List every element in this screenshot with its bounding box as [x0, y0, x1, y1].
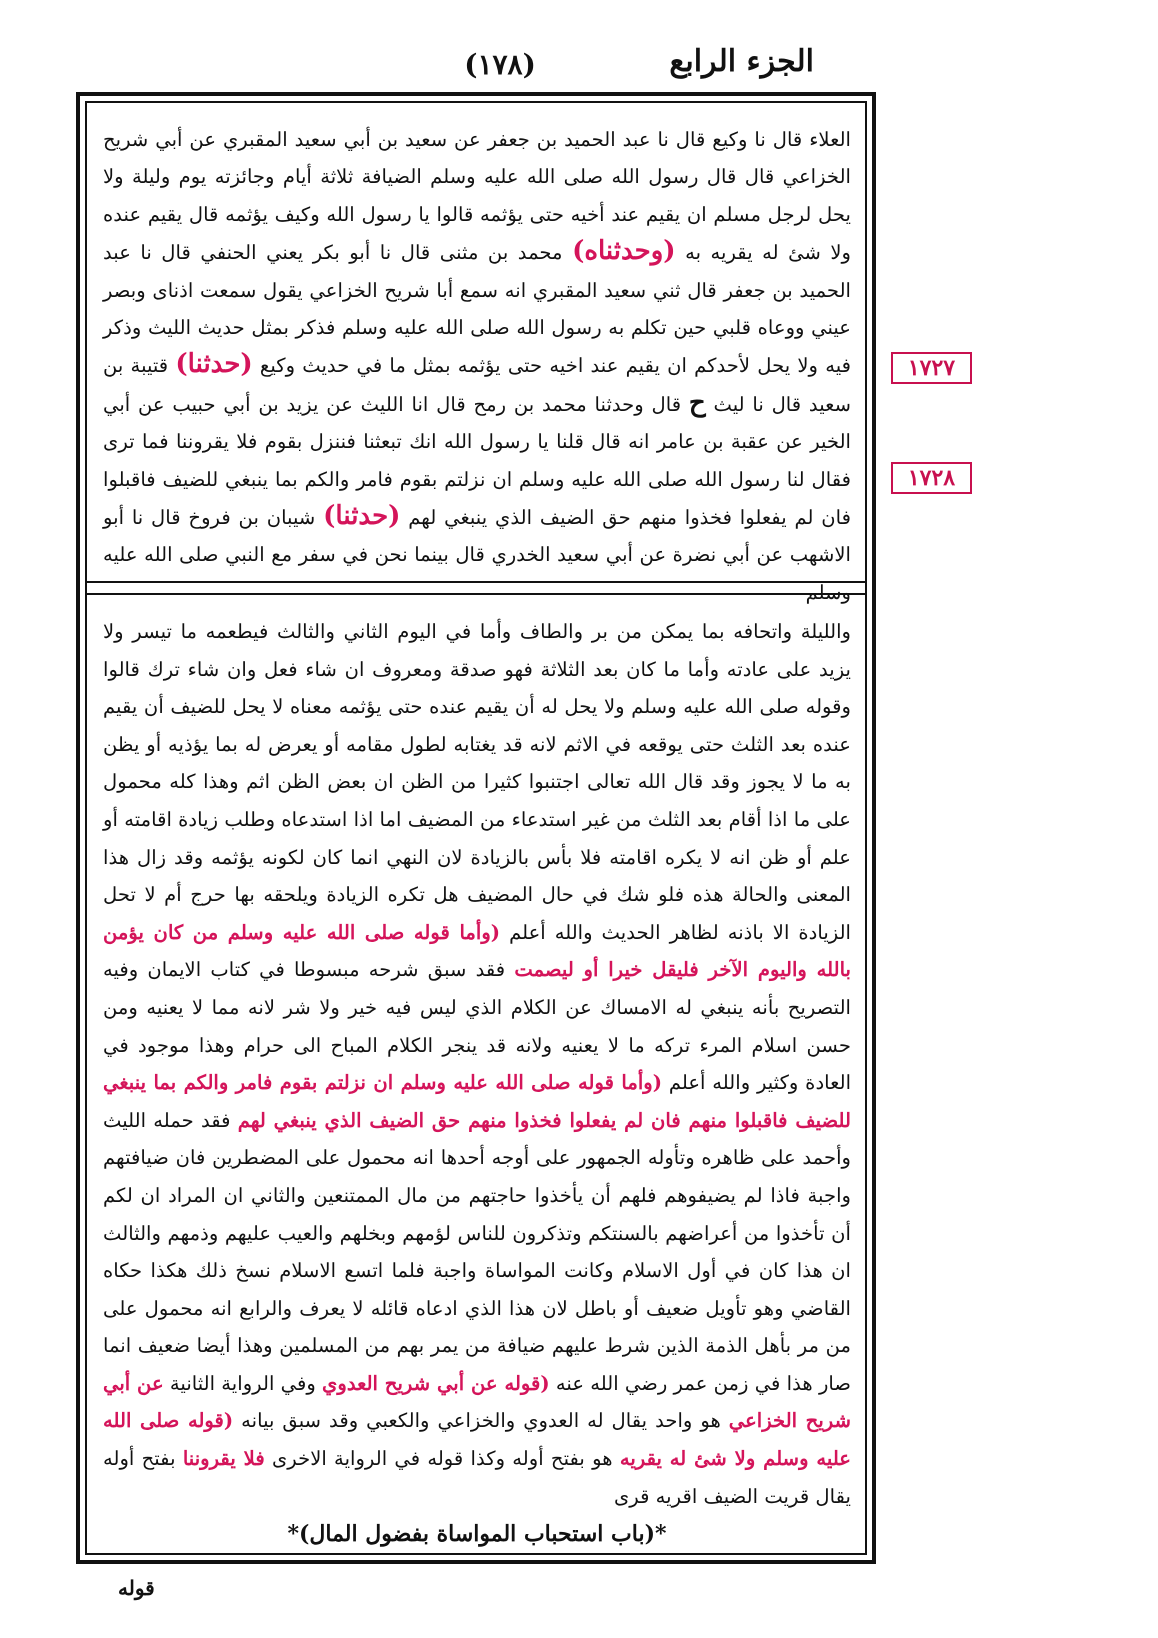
quoted-lemma: فلا يقروننا	[182, 1447, 265, 1471]
page-frame	[76, 92, 876, 1564]
page-number: (١٧٨)	[464, 48, 536, 81]
quoted-lemma: (وأما قوله صلى الله عليه وسلم ان نزلتم بقوم فامر والكم بما ينبغي للضيف فاقبلوا منهم فان لم يفعلوا فخذوا منهم حق الضيف الذي ينبغي لهم	[103, 1071, 851, 1132]
quoted-lemma: (وأما قوله صلى الله عليه وسلم من كان يؤمن بالله واليوم الآخر فليقل خيرا أو ليصمت	[103, 920, 852, 982]
commentary-segment: وفي الرواية الثانية	[169, 1371, 316, 1395]
chapter-title: *(باب استحباب المواساة بفضول المال)*	[287, 1521, 667, 1547]
narration-marker: (وحدثناه)	[572, 236, 676, 267]
hadith-number-1728: ١٧٢٨	[891, 462, 972, 494]
matn-text: قتيبة بن سعيد قال نا ليث	[103, 354, 851, 416]
quoted-lemma: (قوله عن أبي شريح العدوي	[322, 1371, 550, 1395]
commentary-segment: هو بفتح أوله وكذا قوله في الرواية الاخرى	[271, 1447, 613, 1471]
quoted-lemma: (قوله صلى الله عليه وسلم ولا شئ له يقريه	[103, 1409, 851, 1471]
section-divider	[87, 581, 865, 595]
matn-text: العلاء قال نا وكيع قال نا عبد الحميد بن جعفر عن سعيد بن أبي سعيد المقبري عن أبي شريح الخزاعي قال قال رسول الله صلى الله عليه وسلم الضيافة ثلاثة أيام وجائزته يوم وليلة ولا يحل لرجل مسلم ان يقيم عند أخيه حتى يؤثمه قالوا يا رسول الله وكيف يؤثمه قال يقيم عنده ولا شئ له يقريه به	[103, 128, 852, 265]
commentary-text	[103, 613, 851, 1513]
commentary-segment: هو واحد يقال له العدوي والخزاعي والكعبي وقد سبق بيانه	[241, 1409, 721, 1433]
commentary-segment: فقد حمله الليث وأحمد على ظاهره وتأوله الجمهور على أوجه أحدها انه محمول على المضطرين فان ضيافتهم واجبة فاذا لم يضيفوهم فلهم أن يأخذوا حاجتهم من مال الممتنعين والثاني ان المراد ان لكم أن تأخذوا من أعراضهم بالسنتكم وتذكرون للناس لؤمهم وبخلهم والعيب عليهم وذمهم والثالث ان هذا كان في أول الاسلام وكانت المواساة واجبة فلما اتسع الاسلام نسخ ذلك هكذا حكاه القاضي وهو تأويل ضعيف أو باطل لان هذا الذي ادعاه قائله لا يعرف والرابع انه محمول على من مر بأهل الذمة الذين شرط عليهم ضيافة من يمر بهم من المسلمين وهذا أيضا ضعيف انما صار هذا في زمن عمر رضي الله عنه	[103, 1108, 852, 1395]
commentary-segment: والليلة واتحافه بما يمكن من بر والطاف وأما في اليوم الثاني والثالث فيطعمه ما تيسر ولا يزيد على عادته وأما ما كان بعد الثلاثة فهو صدقة ومعروف ان شاء فعل وان شاء ترك قالوا وقوله صلى الله عليه وسلم ولا يحل له أن يقيم عنده حتى يؤثمه معناه لا يحل للضيف أن يقيم عنده بعد الثلث حتى يوقعه في الاثم لانه قد يغتابه لطول مقامه أو يعرض له بما يؤذيه أو يظن به ما لا يجوز وقد قال الله تعالى اجتنبوا كثيرا من الظن ان بعض الظن اثم وهذا كله محمول على ما اذا أقام بعد الثلث من غير استدعاء من المضيف اما اذا استدعاه وطلب زيادة اقامته أو علم أو ظن انه لا يكره اقامته فلا بأس بالزيادة لان النهي انما كان لكونه يؤثمه وقد زال هذا المعنى والحالة هذه فلو شك في حال المضيف هل تكره الزيادة ويلحقه بها حرج أم لا تحل الزيادة الا باذنه لظاهر الحديث والله أعلم	[103, 620, 852, 944]
hadith-number-1727: ١٧٢٧	[891, 352, 972, 384]
part-title: الجزء الرابع	[669, 44, 814, 79]
narration-marker: (حدثنا)	[175, 349, 253, 380]
catchword: قوله	[118, 1576, 155, 1600]
commentary-segment: فقد سبق شرحه مبسوطا في كتاب الايمان وفيه التصريح بأنه ينبغي له الامساك عن الكلام الذي ليس فيه خير ولا شر لانه مما لا يعنيه ومن حسن اسلام المرء تركه ما لا يعنيه ولانه قد ينجر الكلام المباح الى حرام وهذا موجود في العادة وكثير والله أعلم	[103, 958, 852, 1095]
quoted-lemma: عن أبي شريح الخزاعي	[103, 1371, 851, 1433]
commentary-segment: بفتح أوله يقال قريت الضيف اقريه قرى	[103, 1447, 851, 1508]
hadith-text	[103, 121, 852, 604]
matn-text: قال وحدثنا محمد بن رمح قال انا الليث عن يزيد بن أبي حبيب عن أبي الخير عن عقبة بن عامر انه قال قلنا يا رسول الله انك تبعثنا فننزل بقوم فلا يقروننا فما ترى فقال لنا رسول الله صلى الله عليه وسلم ان نزلتم بقوم فامر والكم بما ينبغي للضيف فاقبلوا فان لم يفعلوا فخذوا منهم حق الضيف الذي ينبغي لهم	[103, 392, 851, 530]
tahwil-marker: ح	[688, 387, 706, 418]
narration-marker: (حدثنا)	[323, 501, 401, 532]
matn-text: محمد بن مثنى قال نا أبو بكر يعني الحنفي قال نا عبد الحميد بن جعفر قال ثني سعيد المقبري انه سمع أبا شريح الخزاعي يقول سمعت اذناى وبصر عيني ووعاه قلبي حين تكلم به رسول الله صلى الله عليه وسلم فذكر بمثل حديث الليث وذكر فيه ولا يحل لأحدكم ان يقيم عند اخيه حتى يؤثمه بمثل ما في حديث وكيع	[103, 241, 851, 378]
frame-inner-border	[85, 101, 867, 1555]
matn-text: شيبان بن فروخ قال نا أبو الاشهب عن أبي نضرة عن أبي سعيد الخدري قال بينما نحن في سفر مع النبي صلى الله عليه وسلم	[103, 506, 851, 604]
